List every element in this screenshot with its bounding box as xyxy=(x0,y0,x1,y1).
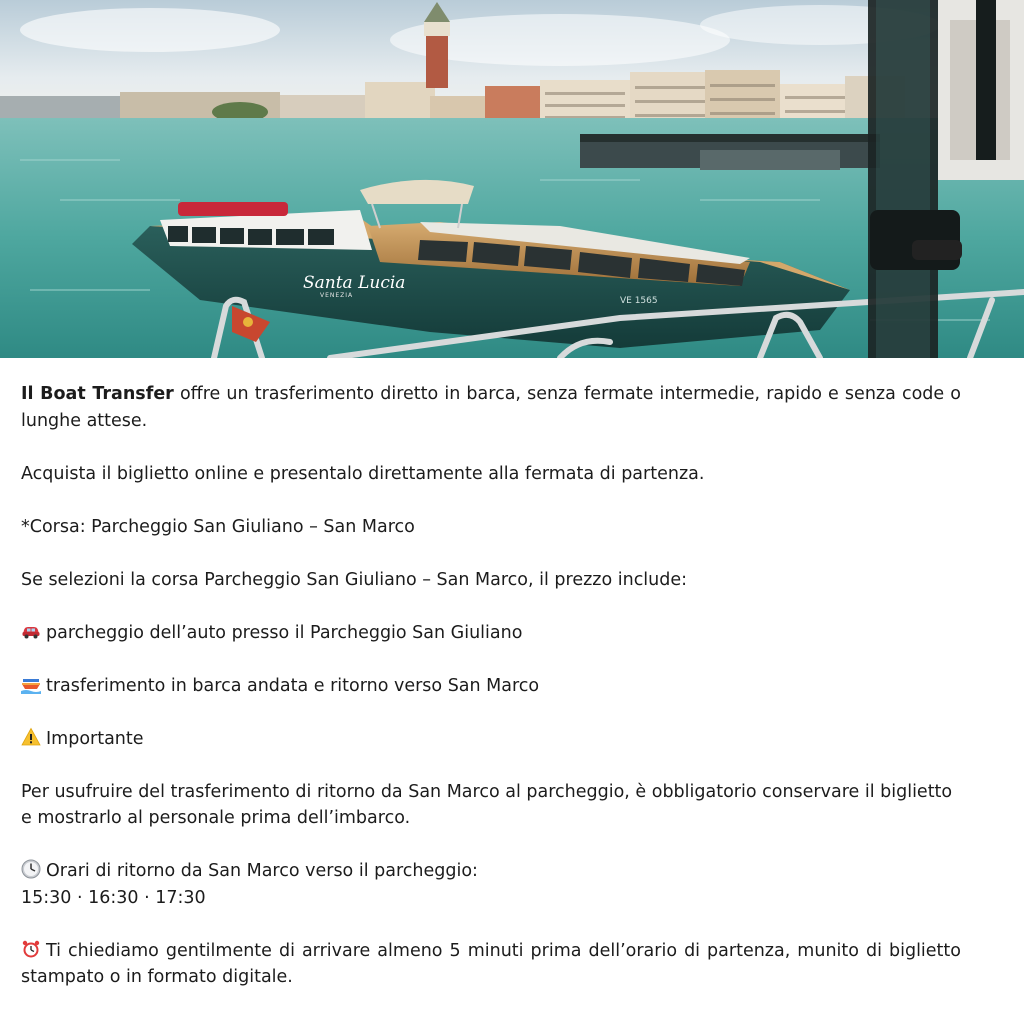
car-icon xyxy=(21,621,41,641)
include-item-parking-text: parcheggio dell’auto presso il Parcheggio San Giuliano xyxy=(46,622,523,643)
important-notice xyxy=(21,726,961,753)
important-label: Importante xyxy=(46,728,144,749)
schedule-paragraph xyxy=(21,858,961,911)
include-item-boat-text: trasferimento in barca andata e ritorno verso San Marco xyxy=(46,675,540,696)
boat-registration: VE 1565 xyxy=(620,296,658,306)
boat-icon xyxy=(21,674,41,694)
warning-icon xyxy=(21,727,41,747)
schedule-label: Orari di ritorno da San Marco verso il parcheggio: xyxy=(46,861,478,881)
include-item-parking xyxy=(21,620,961,647)
clock-icon xyxy=(21,859,41,879)
boat-name: Santa Lucia xyxy=(303,273,406,293)
schedule-times: 15:30 · 16:30 · 17:30 xyxy=(21,887,206,908)
alarm-clock-icon xyxy=(21,939,41,959)
intro-text: offre un trasferimento diretto in barca, senza fermate intermedie, rapido e senza code o lunghe attese. xyxy=(21,384,961,431)
intro-title: Il Boat Transfer xyxy=(21,384,174,404)
hero-image xyxy=(0,0,1024,358)
purchase-paragraph: Acquista il biglietto online e presentalo direttamente alla fermata di partenza. xyxy=(21,463,705,484)
include-item-boat xyxy=(21,673,961,700)
description xyxy=(21,381,961,1017)
return-paragraph: Per usufruire del trasferimento di ritorno da San Marco al parcheggio, è obbligatorio conservare il biglietto e mostrarlo al personale prima dell’imbarco. xyxy=(21,781,953,828)
includes-paragraph: Se selezioni la corsa Parcheggio San Giuliano – San Marco, il prezzo include: xyxy=(21,569,688,590)
venice-boat-photo xyxy=(0,0,1024,358)
route-paragraph: *Corsa: Parcheggio San Giuliano – San Marco xyxy=(21,516,415,537)
intro-paragraph xyxy=(21,381,961,434)
arrival-text: Ti chiediamo gentilmente di arrivare almeno 5 minuti prima dell’orario di partenza, munito di biglietto stampato o in formato digitale. xyxy=(21,940,961,987)
boat-subtitle: VENEZIA xyxy=(320,292,354,299)
arrival-paragraph xyxy=(21,938,961,991)
